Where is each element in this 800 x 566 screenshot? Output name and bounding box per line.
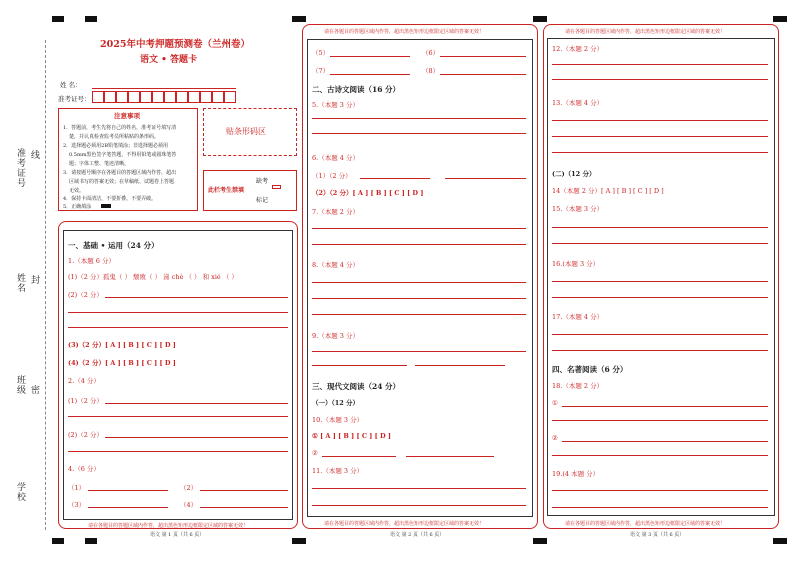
q18-2: ② — [552, 434, 558, 442]
footer-page3: 语文 第 3 页（共 6 页） — [630, 532, 685, 538]
q2: 2.（4 分） — [68, 377, 100, 385]
page-subtitle: 语文 • 答题卡 — [140, 55, 198, 65]
q1-4[interactable]: (4)（2 分）[ A ] [ B ] [ C ] [ D ] — [68, 359, 176, 367]
q14[interactable]: 14（本题 2 分）[ A ] [ B ] [ C ] [ D ] — [552, 187, 664, 195]
col2-answer-area — [307, 39, 533, 517]
timing-mark — [533, 16, 547, 22]
col3-answer-area — [547, 38, 775, 516]
warning-text: 请在各题目的答题区域内作答，超出黑色矩形边框限定区域的答案无效！ — [88, 523, 249, 529]
timing-mark — [773, 538, 787, 544]
timing-mark — [292, 538, 306, 544]
q6-other: （6） — [422, 49, 440, 57]
binding-name: 姓名 — [15, 273, 25, 293]
q15: 15.（本题 3 分） — [552, 205, 604, 213]
warning-text: 请在各题目的答题区域内作答，超出黑色矩形边框限定区域的答案无效！ — [324, 521, 485, 527]
notice-title: 注意事项 — [114, 112, 140, 120]
q11: 11.（本题 3 分） — [312, 467, 364, 475]
notice-box — [58, 108, 198, 211]
q2-2: (2)（2 分） — [68, 431, 103, 439]
binding-id: 准考证号 — [15, 148, 25, 188]
q1: 1.（本题 6 分） — [68, 257, 115, 265]
q17: 17.（本题 4 分） — [552, 313, 604, 321]
name-field[interactable] — [92, 88, 236, 89]
binding-line-text: 线 — [29, 150, 39, 160]
notice-item: 区域书写的答案无效；在草稿纸、试题卷上答题 — [69, 179, 175, 185]
q7-other: （7） — [312, 67, 330, 75]
q1-2: (2)（2 分） — [68, 291, 103, 299]
timing-mark — [85, 16, 97, 22]
timing-mark — [52, 16, 64, 22]
q8: 8.（本题 4 分） — [312, 261, 359, 269]
notice-item: 5．正确填涂 — [63, 204, 92, 210]
notice-item: 楚，并认真检查监考员所粘贴的条形码。 — [69, 134, 160, 140]
page-title: 2025年中考押题预测卷（兰州卷） — [100, 39, 250, 50]
q12: 12.（本题 2 分） — [552, 45, 604, 53]
sub1-title: （一）（12 分） — [312, 399, 360, 407]
footer-page2: 语文 第 2 页（共 6 页） — [390, 532, 445, 538]
warning-text: 请在各题目的答题区域内作答，超出黑色矩形边框限定区域的答案无效！ — [565, 29, 726, 35]
q13: 13.（本题 4 分） — [552, 99, 604, 107]
absent-checkbox[interactable] — [272, 185, 281, 189]
id-label: 准考证号： — [58, 95, 91, 103]
binding-mi: 密 — [29, 385, 39, 395]
timing-mark — [773, 16, 787, 22]
q19: 19.(4 本题 分） — [552, 470, 600, 478]
binding-line — [45, 40, 46, 530]
filled-bubble-sample — [101, 204, 111, 208]
notice-item: 题；字体工整、笔迹清晰。 — [69, 161, 130, 167]
q10-1[interactable]: ① [ A ] [ B ] [ C ] [ D ] — [312, 432, 391, 440]
notice-item: 0.5mm黑色签字笔答题，不得用铅笔或圆珠笔答 — [69, 152, 177, 158]
section3-title: 三、现代文阅读（24 分） — [312, 382, 401, 391]
q6-2[interactable]: （2）（2 分）[ A ] [ B ] [ C ] [ D ] — [312, 189, 424, 197]
notice-item: 2．选择题必须用2B铅笔填涂；非选择题必须用 — [63, 143, 169, 149]
absent-label: 此栏考生禁填 — [208, 187, 245, 194]
q4-3: （3） — [68, 501, 86, 509]
absent-mark2: 标记 — [256, 197, 269, 204]
q4-1: （1） — [68, 484, 86, 492]
section2-title: 二、古诗文阅读（16 分） — [312, 85, 401, 94]
warning-text: 请在各题目的答题区域内作答，超出黑色矩形边框限定区域的答案无效！ — [324, 29, 485, 35]
q18: 18.（本题 2 分） — [552, 382, 604, 390]
absent-box — [203, 170, 297, 211]
section1-title: 一、基础 • 运用（24 分） — [68, 241, 159, 250]
timing-mark — [85, 538, 97, 544]
q2-1: (1)（2 分） — [68, 397, 103, 405]
timing-mark — [533, 538, 547, 544]
q7: 7.（本题 2 分） — [312, 208, 359, 216]
q16: 16.(本题 3 分） — [552, 260, 600, 268]
q4-4: （4） — [180, 501, 198, 509]
footer-page1: 语文 第 1 页（共 6 页） — [150, 532, 205, 538]
binding-seal: 封 — [29, 275, 39, 285]
timing-mark — [52, 538, 64, 544]
q5: 5.（本题 3 分） — [312, 101, 359, 109]
q5-other: （5） — [312, 49, 330, 57]
q18-1: ① — [552, 399, 558, 407]
q1-3[interactable]: (3)（2 分）[ A ] [ B ] [ C ] [ D ] — [68, 341, 176, 349]
binding-class: 班级 — [15, 375, 25, 395]
barcode-label: 贴条形码区 — [226, 127, 266, 136]
notice-item: 无效。 — [69, 188, 85, 194]
barcode-area — [203, 108, 297, 156]
q4-2: （2） — [180, 484, 198, 492]
q4: 4.（6 分） — [68, 465, 100, 473]
q8-other: （8） — [422, 67, 440, 75]
q9: 9.（本题 3 分） — [312, 332, 359, 340]
warning-text: 请在各题目的答题区域内作答，超出黑色矩形边框限定区域的答案无效！ — [565, 521, 726, 527]
section4-title: 四、名著阅读（6 分） — [552, 365, 628, 374]
name-label: 姓 名： — [60, 81, 82, 89]
q1-1: (1)（2 分）孤鬼（ ） 颓败（ ） 涕 chè （ ） 和 xié （ ） — [68, 273, 238, 281]
sub2-title: (二)（12 分） — [552, 170, 596, 178]
q6: 6.（本题 4 分） — [312, 154, 359, 162]
notice-item: 4．保持卡面清洁，不要折叠、不要弄破。 — [63, 196, 157, 202]
timing-mark — [292, 16, 306, 22]
binding-school: 学校 — [15, 482, 25, 502]
q10-2: ② — [312, 449, 318, 457]
notice-item: 1．答题前，考生先将自己的姓名，准考证号填写清 — [63, 125, 177, 131]
q6-1: （1）（2 分） — [312, 172, 352, 180]
notice-item: 3．请按题号顺序在各题目的答题区域内作答，超出 — [63, 170, 177, 176]
q10: 10.（本题 3 分） — [312, 416, 364, 424]
absent-mark1: 缺考 — [256, 178, 269, 185]
